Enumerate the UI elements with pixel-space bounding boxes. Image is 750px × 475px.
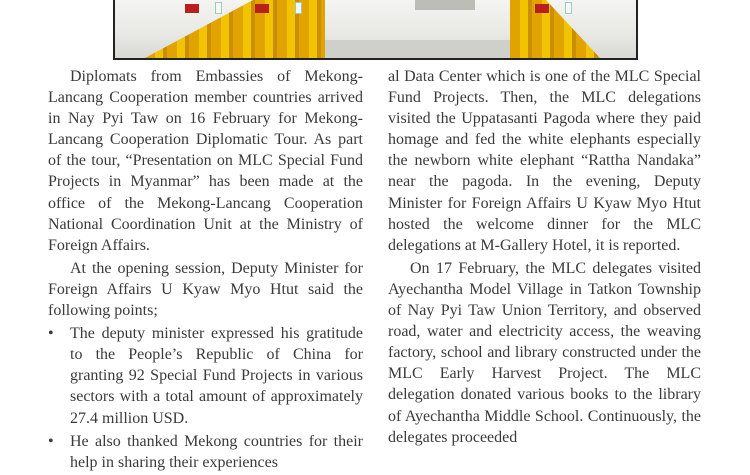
bottle-shape — [295, 2, 302, 14]
right-column — [388, 66, 701, 448]
table-right-shape — [510, 0, 600, 58]
list-item-text: The deputy minister expressed his gratitude to the People’s Republic of China for granting 92 Special Fund Projects in various sectors with a total amount of approximately 27.4 million USD. — [70, 325, 363, 427]
floor-shape — [325, 40, 510, 58]
bullet-icon: • — [48, 432, 54, 450]
list-item — [48, 431, 363, 473]
left-column — [48, 66, 363, 475]
chair-shape — [185, 4, 199, 13]
bullet-icon: • — [48, 325, 54, 343]
list-item — [48, 323, 363, 428]
list-item-text: He also thanked Mekong countries for their help in sharing their experiences — [70, 432, 363, 471]
paragraph: At the opening session, Deputy Minister for Foreign Affairs U Kyaw Myo Htut said the following points; — [48, 259, 363, 320]
chair-shape — [535, 4, 549, 13]
paragraph: On 17 February, the MLC delegates visited Ayechantha Model Village in Tatkon Township of Nay Pyi Taw Union Territory, and observed road, water and electricity access, the weaving factory, school and library constructed under the MLC Early Harvest Project. The MLC delegation donated various books to the library of Ayechantha Middle School. Continuously, the delegates proceeded — [388, 259, 701, 446]
paragraph: al Data Center which is one of the MLC Special Fund Projects. Then, the MLC delegations visited the Uppatasanti Pagoda where they paid homage and fed the white elephants especially the newborn white elephant “Rattha Nandaka” near the pagoda. In the evening, Deputy Minister for Foreign Affairs U Kyaw Myo Htut hosted the welcome dinner for the MLC delegations at M-Gallery Hotel, it is reported. — [388, 68, 701, 254]
bullet-list — [48, 323, 363, 473]
paragraph: Diplomats from Embassies of Mekong-Lancang Cooperation member countries arrived in Nay Pyi Taw on 16 February for Mekong-Lancang Cooperation Diplomatic Tour. As part of the tour, “Presentation on MLC Special Fund Projects in Myanmar” has been made at the office of the Mekong-Lancang Cooperation National Coordination Unit at the Ministry of Foreign Affairs. — [48, 68, 363, 254]
chair-shape — [255, 4, 269, 13]
meeting-hall-photo — [113, 0, 638, 60]
bottle-shape — [565, 2, 572, 14]
screen-shape — [415, 0, 475, 10]
bottle-shape — [215, 2, 222, 14]
